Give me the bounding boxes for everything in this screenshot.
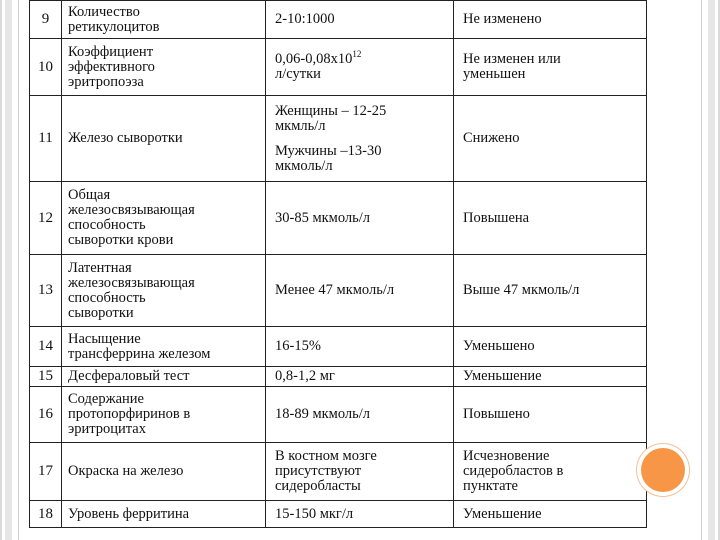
table-row [30,443,647,501]
table-row [30,255,647,327]
lab-values-table [29,0,647,528]
table-row [30,96,647,182]
change-value: Повышено [454,387,647,443]
table-row [30,1,647,39]
row-number: 11 [30,96,62,182]
change-value: Не изменен или уменьшен [454,39,647,96]
normal-value [266,96,454,182]
normal-value: 2-10:1000 [266,1,454,39]
normal-value: 18-89 мкмоль/л [266,387,454,443]
row-number: 10 [30,39,62,96]
normal-value: В костном мозге присутствуют сидеробласты [266,443,454,501]
table-row [30,327,647,367]
row-number: 18 [30,501,62,528]
row-number: 16 [30,387,62,443]
table-row [30,501,647,528]
change-value: Выше 47 мкмоль/л [454,255,647,327]
value-women: Женщины – 12-25 мкмль/л [275,102,387,134]
row-number: 9 [30,1,62,39]
table-row [30,182,647,255]
normal-value: 15-150 мкг/л [266,501,454,528]
normal-value: 16-15% [266,327,454,367]
row-number: 15 [30,367,62,387]
slide-frame-line-left [18,0,19,540]
parameter-name: Уровень ферритина [62,501,266,528]
parameter-name: Общая железосвязывающая способность сыворотки крови [62,182,266,255]
normal-value: Менее 47 мкмоль/л [266,255,454,327]
slide-frame-left [0,0,12,540]
row-number: 13 [30,255,62,327]
value-main: 0,06-0,08х10 [275,51,353,67]
change-value: Уменьшение [454,501,647,528]
value-men: Мужчины –13-30 мкмоль/л [275,142,382,174]
parameter-name: Коэффициент эффективного эритропоэза [62,39,266,96]
normal-value [266,39,454,96]
table-row [30,39,647,96]
parameter-name: Железо сыворотки [62,96,266,182]
parameter-name: Насыщение трансферрина железом [62,327,266,367]
parameter-name: Десфераловый тест [62,367,266,387]
table-row [30,387,647,443]
change-value: Уменьшено [454,327,647,367]
normal-value: 0,8-1,2 мг [266,367,454,387]
parameter-name: Латентная железосвязывающая способность сыворотки [62,255,266,327]
change-value: Не изменено [454,1,647,39]
table-row [30,367,647,387]
orange-circle-icon [641,448,685,492]
slide-frame-right [708,0,720,540]
change-value: Исчезновение сидеробластов в пунктате [454,443,647,501]
slide-frame-line-right [701,0,702,540]
value-unit: л/сутки [275,66,321,82]
row-number: 14 [30,327,62,367]
parameter-name: Количество ретикулоцитов [62,1,266,39]
row-number: 12 [30,182,62,255]
change-value: Снижено [454,96,647,182]
parameter-name: Окраска на железо [62,443,266,501]
change-value: Уменьшение [454,367,647,387]
parameter-name: Содержание протопорфиринов в эритроцитах [62,387,266,443]
normal-value: 30-85 мкмоль/л [266,182,454,255]
change-value: Повышена [454,182,647,255]
value-exponent: 12 [352,49,362,60]
row-number: 17 [30,443,62,501]
